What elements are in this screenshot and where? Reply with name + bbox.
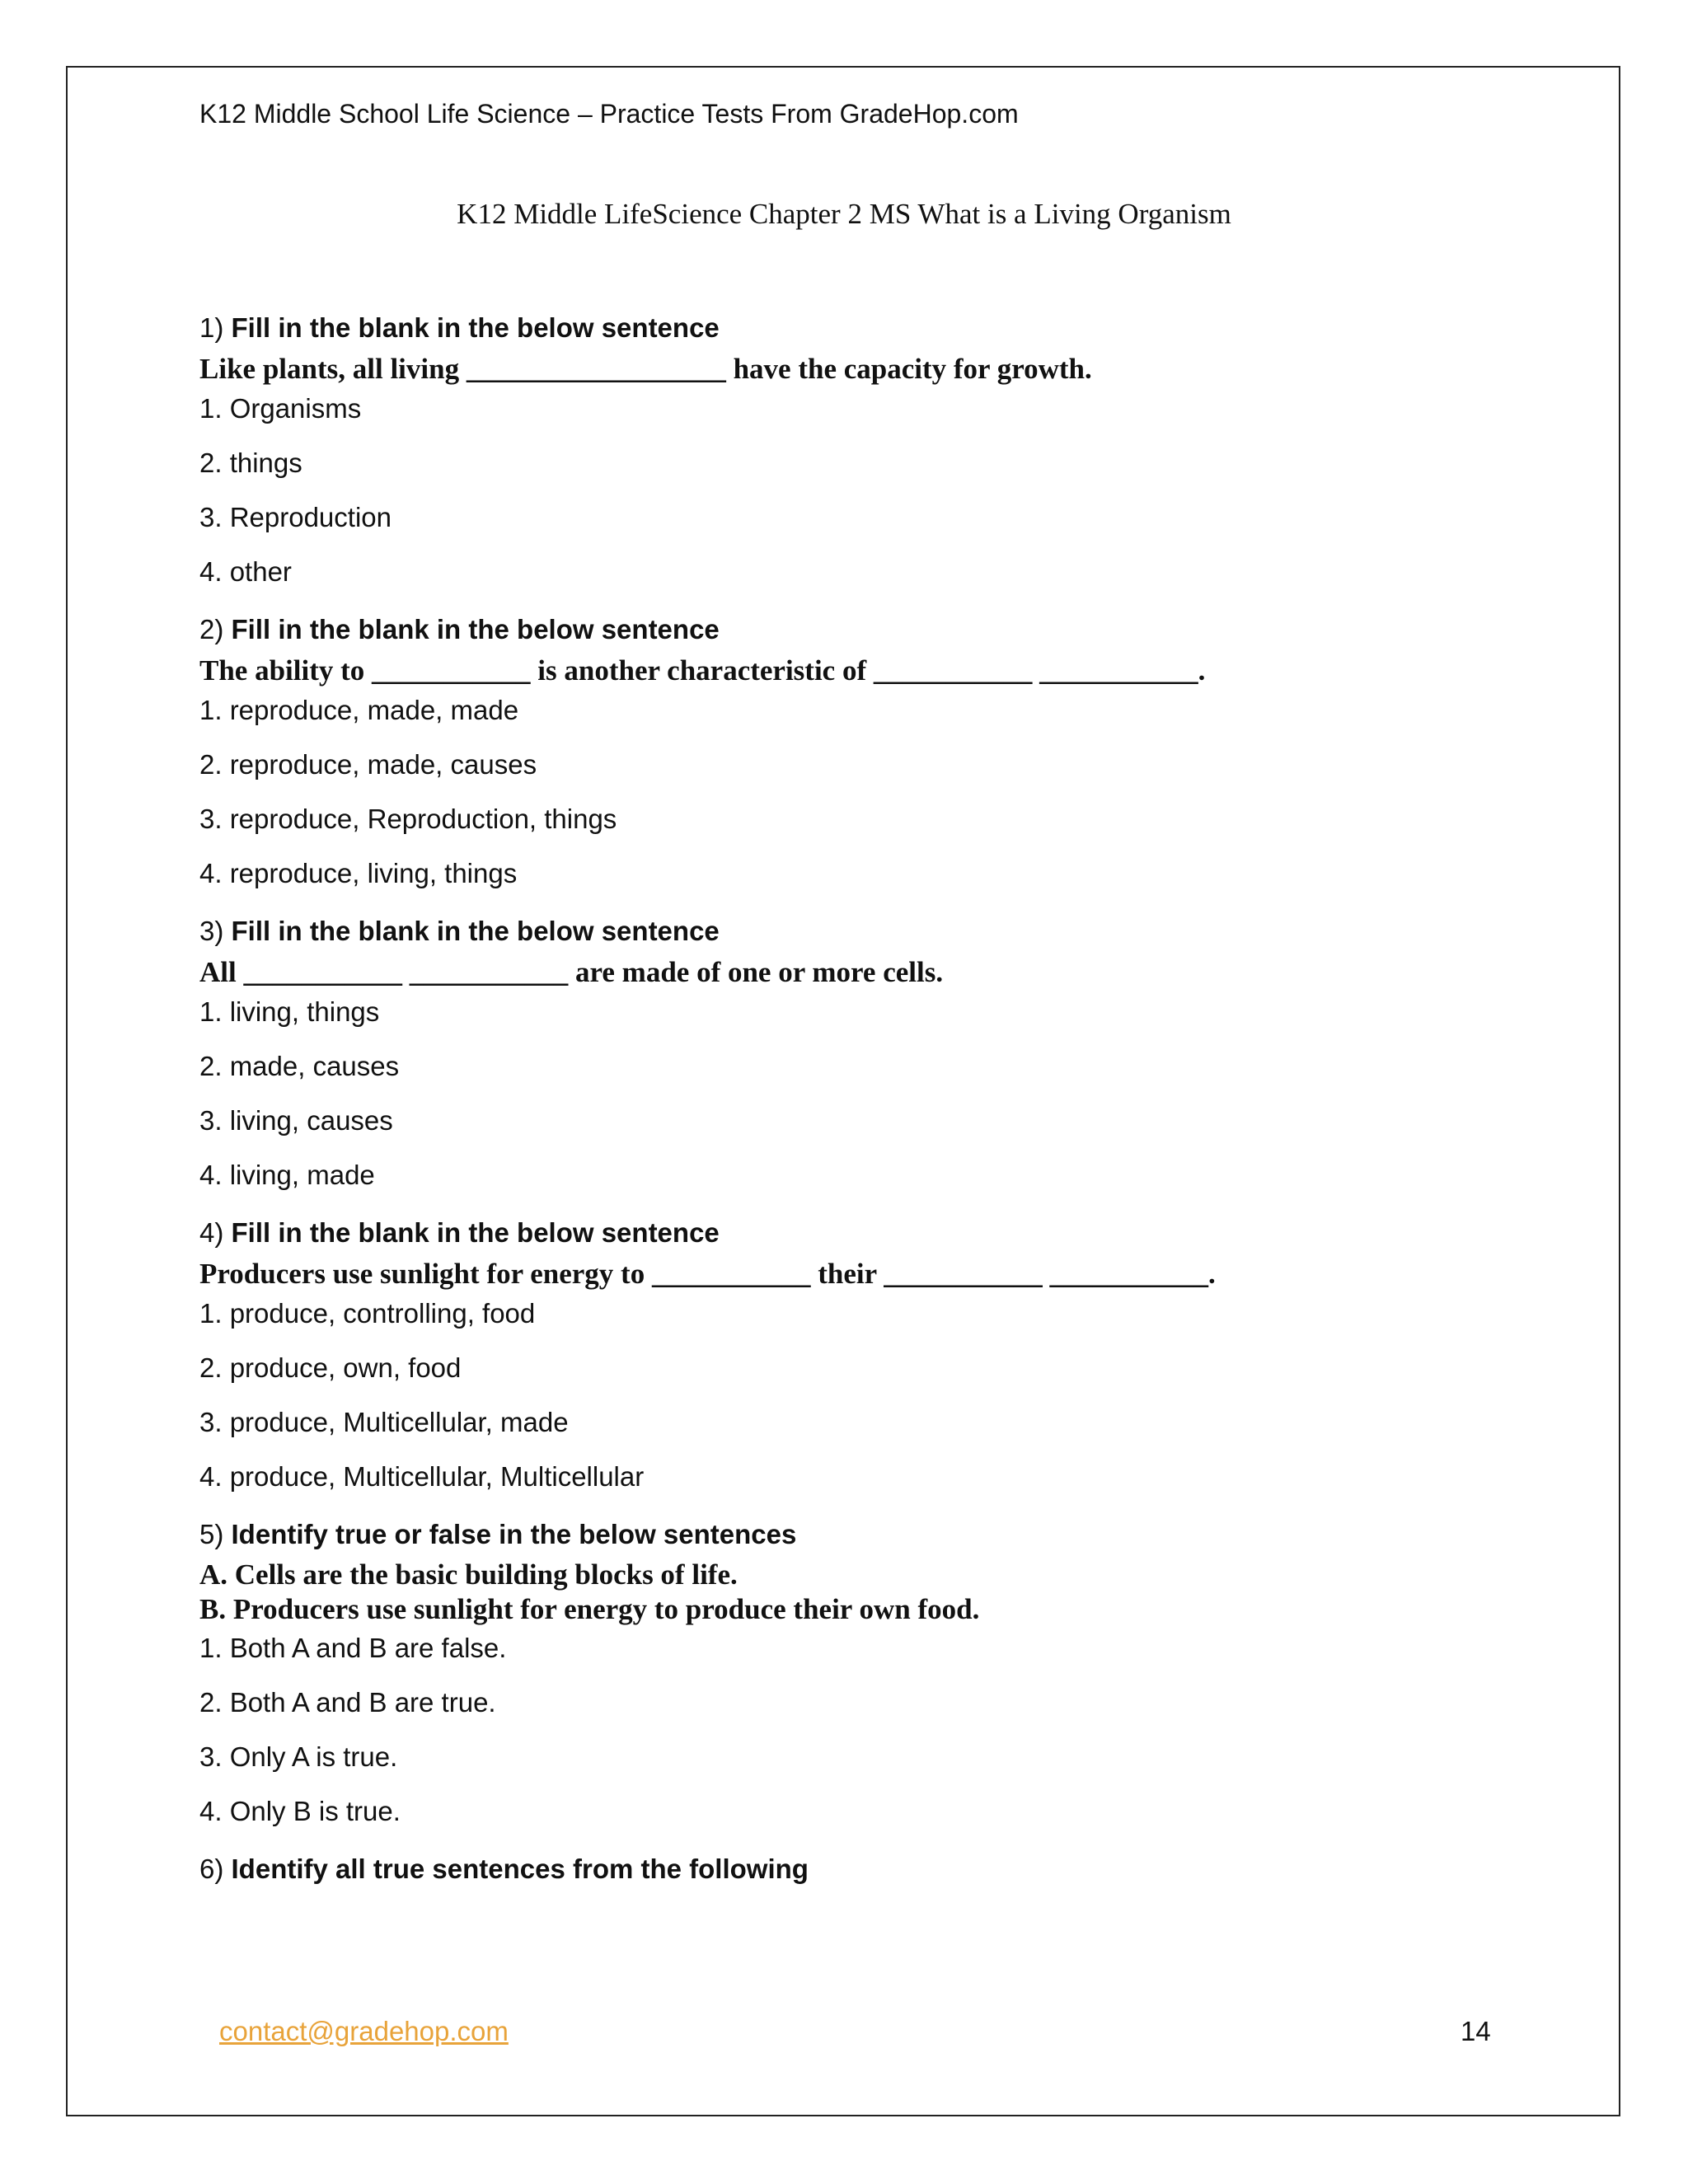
answer-option: 3. Reproduction xyxy=(199,502,392,532)
page-header: K12 Middle School Life Science – Practice Tests From GradeHop.com xyxy=(199,99,1019,129)
question-1 xyxy=(199,312,1601,610)
question-text: Producers use sunlight for energy to ___________ their ___________ ___________. xyxy=(199,1258,1216,1290)
question-list xyxy=(199,312,1601,1889)
question-label xyxy=(199,915,1601,948)
statement-b: B. Producers use sunlight for energy to produce their own food. xyxy=(199,1593,980,1625)
question-instruction: Identify true or false in the below sentences xyxy=(231,1519,797,1549)
answer-option: 3. living, causes xyxy=(199,1105,393,1136)
statement-a: A. Cells are the basic building blocks of life. xyxy=(199,1558,738,1591)
question-label xyxy=(199,1518,1601,1551)
question-instruction: Fill in the blank in the below sentence xyxy=(231,916,720,946)
question-number: 2) xyxy=(199,614,224,644)
question-number: 3) xyxy=(199,916,224,946)
question-number: 6) xyxy=(199,1854,224,1884)
answer-option: 1. produce, controlling, food xyxy=(199,1298,536,1329)
answer-option: 3. Only A is true. xyxy=(199,1741,398,1772)
answer-option: 3. produce, Multicellular, made xyxy=(199,1407,569,1437)
document-title: K12 Middle LifeScience Chapter 2 MS What is a Living Organism xyxy=(457,198,1231,230)
answer-option: 4. reproduce, living, things xyxy=(199,858,518,888)
answer-options xyxy=(199,694,1601,912)
answer-option: 4. produce, Multicellular, Multicellular xyxy=(199,1461,645,1492)
question-instruction: Identify all true sentences from the following xyxy=(231,1854,809,1884)
question-instruction: Fill in the blank in the below sentence xyxy=(231,1217,720,1248)
answer-option: 3. reproduce, Reproduction, things xyxy=(199,804,617,834)
question-2 xyxy=(199,613,1601,912)
answer-option: 1. living, things xyxy=(199,996,380,1027)
answer-option: 2. produce, own, food xyxy=(199,1352,462,1383)
question-number: 5) xyxy=(199,1519,224,1549)
answer-option: 2. things xyxy=(199,448,302,478)
answer-option: 4. living, made xyxy=(199,1160,375,1190)
answer-option: 1. Organisms xyxy=(199,393,362,424)
answer-options xyxy=(199,996,1601,1213)
question-number: 1) xyxy=(199,312,224,343)
question-3 xyxy=(199,915,1601,1213)
question-6 xyxy=(199,1853,1601,1886)
answer-option: 4. other xyxy=(199,556,292,587)
question-label xyxy=(199,312,1601,344)
answer-option: 2. reproduce, made, causes xyxy=(199,749,537,780)
question-instruction: Fill in the blank in the below sentence xyxy=(231,312,720,343)
answer-option: 2. made, causes xyxy=(199,1051,400,1081)
question-text: All ___________ ___________ are made of one or more cells. xyxy=(199,956,944,988)
page-number: 14 xyxy=(1461,2016,1491,2046)
question-4 xyxy=(199,1216,1601,1515)
question-5 xyxy=(199,1518,1601,1849)
question-label xyxy=(199,1853,1601,1886)
answer-options xyxy=(199,1632,1601,1849)
contact-email-link[interactable]: contact@gradehop.com xyxy=(219,2016,509,2046)
answer-options xyxy=(199,392,1601,610)
question-label xyxy=(199,613,1601,646)
answer-option: 1. Both A and B are false. xyxy=(199,1633,507,1663)
answer-options xyxy=(199,1297,1601,1515)
question-text: Like plants, all living __________________ have the capacity for growth. xyxy=(199,353,1092,385)
question-text: The ability to ___________ is another characteristic of ___________ ___________. xyxy=(199,654,1206,687)
question-number: 4) xyxy=(199,1217,224,1248)
question-label xyxy=(199,1216,1601,1249)
answer-option: 2. Both A and B are true. xyxy=(199,1687,496,1718)
question-instruction: Fill in the blank in the below sentence xyxy=(231,614,720,644)
answer-option: 4. Only B is true. xyxy=(199,1796,401,1826)
answer-option: 1. reproduce, made, made xyxy=(199,695,519,725)
